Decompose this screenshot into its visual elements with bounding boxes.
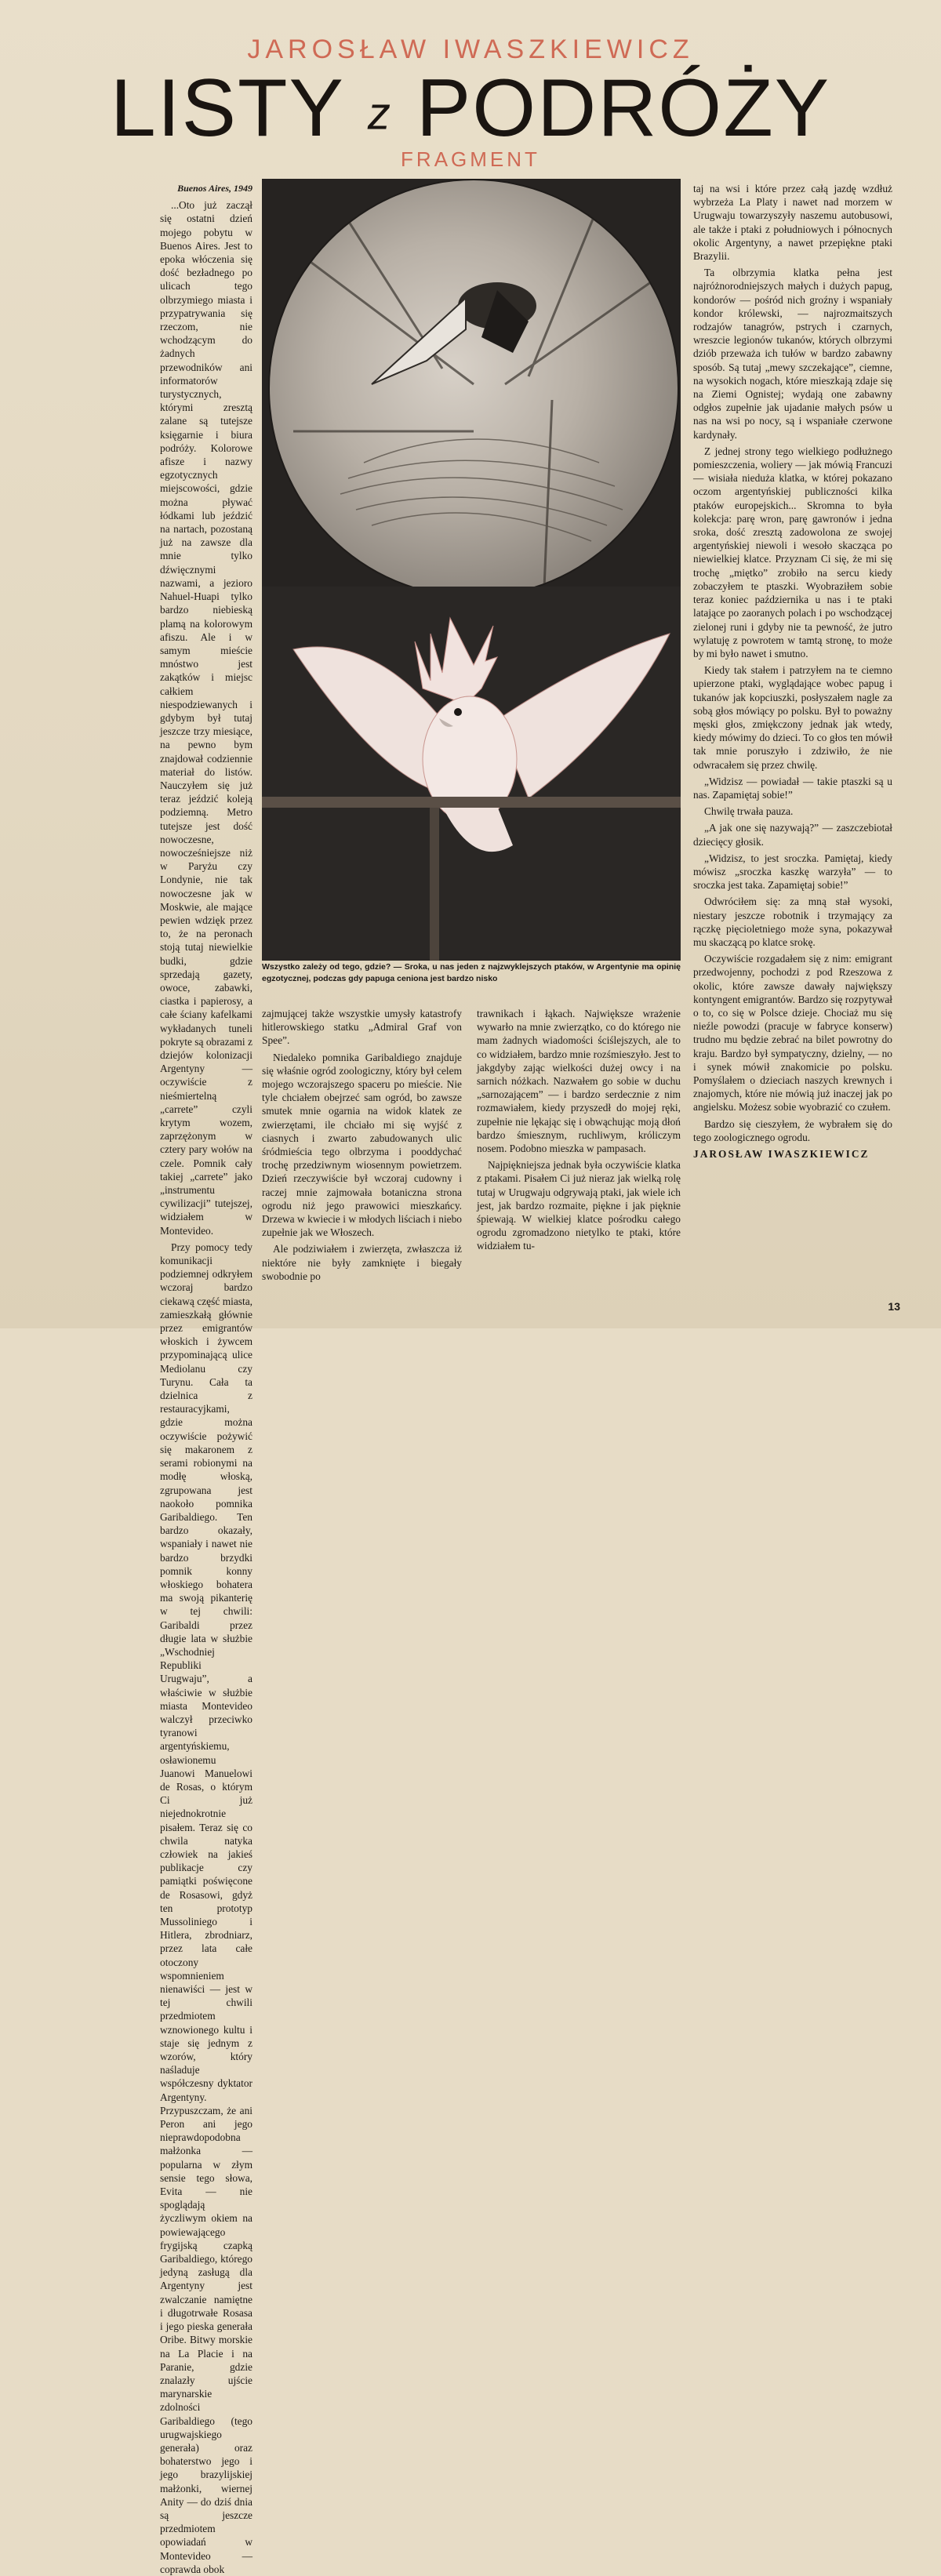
column-bottom-right	[477, 1007, 681, 1253]
column-left	[160, 182, 253, 2576]
paragraph: Odwróciłem się: za mną stał wysoki, niestary jeszcze robotnik i trzymający za rączkę pięcioletniego może syna, pokazywał mu skaczącą po klatce srokę.	[693, 896, 892, 948]
paragraph: taj na wsi i które przez całą jazdę wzdłuż wybrzeża La Platy i nawet nad morzem w Urugwaju towarzyszyły naszemu autobusowi, ale także i ptaki z południowych i północnych okolic Argentyny, a nawet przepiękne ptaki Brazylii.	[693, 183, 892, 263]
magpie-photo	[268, 179, 679, 598]
magpie-nest-image	[270, 180, 678, 596]
paragraph: Bardzo się cieszyłem, że wybrałem się do tego zoologicznego ogrodu.	[693, 1117, 892, 1143]
title-connector: z	[367, 88, 392, 140]
author-heading: JAROSŁAW IWASZKIEWICZ	[247, 35, 694, 64]
page-number: 13	[888, 1300, 900, 1313]
cockatoo-image	[262, 587, 681, 961]
paragraph: trawnikach i łąkach. Największe wrażenie wywarło na mnie zwierzątko, co do którego nie mam żadnych wiadomości ściślejszych, ale to co widziałem, bardzo mnie rozśmieszyło. Jest to jakgdyby zając wielkości dużej owcy i na sarnich nóżkach. Nazwałem go sobie w duchu „sarnozającem” — i bardzo serdecznie z nim rozmawiałem, kiedy przyszedł do mojej ręki, zupełnie nie lękając się i obwąchując moją dłoń bardzo śmiesznym, ruchliwym, króliczym nosem. Podobno mieszka w pampasach.	[477, 1008, 681, 1155]
paragraph: ...Oto już zaczął się ostatni dzień mojego pobytu w Buenos Aires. Jest to epoka włóczenia się dość bezładnego po ulicach tego olbrzymiego miasta i przypatrywania się rzeczom, nie wchodzącym do żadnych przewodników ani informatorów turystycznych, którymi zresztą zalane są tutejsze księgarnie i biura podróży. Kolorowe afisze i nazwy egzotycznych miejscowości, gdzie można pływać łódkami lub jeździć na nartach, pozostaną już na zawsze dla mnie tylko dźwięcznymi nazwami, a jezioro Nahuel-Huapi tylko bardzo niebieską plamą na kolorowym afiszu. Ale i w samym mieście mnóstwo jest zakątków i miejsc całkiem niespodziewanych i gdybym był tutaj jeszcze trzy miesiące, na pewno bym znajdował codziennie materiał do listów. Nauczyłem się już teraz jeździć koleją podziemną. Metro tutejsze jest dość nowoczesne, nowocześniejsze niż w Paryżu czy Londynie, nie tak nowoczesne jak w Moskwie, ale mające pewien wdzięk przez to, że na peronach stoją tutaj niewielkie budki, gdzie sprzedają gazety, owoce, zabawki, ciastka i papierosy, a całe ściany kafelkami wykładanych tuneli pokryte są obrazami z dziejów kolonizacji Argentyny — oczywiście z nieśmiertelną „carrete” czyli krytym wozem, zaprzężonym w cztery pary wołów na czele. Pomnik cały takiej „carrete” jako „instrumentu cywilizacji” tutejszej, widziałem w Montevideo.	[160, 199, 253, 1237]
photo-caption: Wszystko zależy od tego, gdzie? — Sroka, u nas jeden z najzwyklejszych ptaków, w Argentynie ma opinię egzotycznej, podczas gdy papuga ceniona jest bardzo nisko	[262, 962, 681, 983]
paragraph: Ale podziwiałem i zwierzęta, zwłaszcza iż niektóre nie były zamknięte i biegały swobodnie po	[262, 1243, 462, 1282]
article-title	[0, 63, 941, 155]
paragraph: zajmującej także wszystkie umysły katastrofy hitlerowskiego statku „Admiral Graf von Spee”.	[262, 1008, 462, 1047]
column-bottom-middle	[262, 1007, 462, 1283]
paragraph: Niedaleko pomnika Garibaldiego znajduje się właśnie ogród zoologiczny, który był celem mojego wczorajszego spaceru po mieście. Nie tyle chciałem obejrzeć sam ogród, bo zawsze smutek mnie ogarnia na widok klatek ze zwierzętami, ile chciało mi się wyjść z ciasnych i zwarto zabudowanych ulic śródmieścia tego olbrzyma i pooddychać trochę przedziwnym wiosennym powietrzem. Dzień rzeczywiście był wczoraj cudowny i raczej mnie zajmowała botaniczna strona ogrodu niż jego prawowici mieszkańcy. Drzewa w kwiecie i w młodych liściach i niebo zupełnie jak we Włoszech.	[262, 1051, 462, 1239]
paragraph: „Widzisz, to jest sroczka. Pamiętaj, kiedy mówisz „sroczka kaszkę warzyła” — to sroczka jest taka. Zapamiętaj sobie!”	[693, 852, 892, 892]
paragraph: Przy pomocy tedy komunikacji podziemnej odkryłem wczoraj bardzo ciekawą część miasta, zamieszkałą głównie przez emigrantów włoskich i żywcem przypominającą ulice Mediolanu czy Turynu. Cała ta dzielnica z restauracyjkami, gdzie można oczywiście pożywić się makaronem z serami robionymi na modłę włoską, zgrupowana jest naokoło pomnika Garibaldiego. Ten bardzo okazały, wspaniały i nawet nie bardzo brzydki pomnik konny włoskiego bohatera ma swoją pikanterię w tej chwili: Garibaldi przez długie lata w służbie „Wschodniej Republiki Urugwaju”, a właściwie w służbie miasta Montevideo walczył przeciwko tyranowi argentyńskiemu, osławionemu Juanowi Manuelowi de Rosas, o którym Ci już niejednokrotnie pisałem. Teraz się co chwila natyka człowiek na jakieś publikacje czy pamiątki poświęcone de Rosasowi, gdyż ten prototyp Mussoliniego i Hitlera, zbrodniarz, przez lata całe otoczony wspomnieniem nienawiści — jest w tej chwili przedmiotem wznowionego kultu i staje się jednym z wzorów, który naśladuje współczesny dyktator Argentyny. Przypuszczam, że ani Peron ani jego nieprawdopodobna małżonka — popularna w złym sensie tego słowa, Evita — nie spoglądają życzliwym okiem na powiewającego frygijską czapką Garibaldiego, którego jedyną zasługą dla Argentyny jest zwalczanie namiętne i długotrwałe Rosasa i jego pieska generała Oribe. Bitwy morskie na La Placie i na Paranie, gdzie znalazły ujście marynarskie zdolności Garibaldiego (tego urugwajskiego generała) oraz bohaterstwo jego i jego brazylijskiej małżonki, wiernej Anity — do dziś dnia są jeszcze przedmiotem opowiadań w Montevideo — coprawda obok	[160, 1241, 253, 2575]
paragraph: „A jak one się nazywają?” — zaszczebiotał dziecięcy głosik.	[693, 822, 892, 848]
paragraph: Chwilę trwała pauza.	[704, 805, 794, 818]
paragraph: Najpiękniejsza jednak była oczywiście klatka z ptakami. Pisałem Ci już nieraz jak wielką rolę tutaj w Urugwaju odgrywają ptaki, jak wiele ich jest, jak bardzo rozmaite, piękne i jak pięknie śpiewają. W wielkiej klatce pośrodku całego ogrodu zgromadzono nietylko te ptaki, które widziałem tu-	[477, 1159, 681, 1252]
column-right	[693, 182, 892, 1161]
article-subtitle: FRAGMENT	[401, 147, 540, 171]
title-part-1: LISTY	[110, 63, 344, 154]
paragraph: „Widzisz — powiadał — takie ptaszki są u nas. Zapamiętaj sobie!”	[693, 775, 892, 801]
paragraph: Z jednej strony tego wielkiego podłużnego pomieszczenia, woliery — jak mówią Francuzi — wisiała nieduża klatka, w której pokazano oczom argentyńskiej publiczności kilka ptaków europejskich... Skromna to była kolekcja: parę wron, parę gawronów i jedna sroka, dość zresztą zadowolona ze swojej argentyńskiej niewoli i wesoło skacząca po niewielkiej klatce. Przyznam Ci się, że mi się trochę „miętko” zrobiło na sercu kiedy zobaczyłem te ptaszki. Wyobraziłem sobie teraz koniec października u nas i te ptaki latające po zaoranych polach i po wschodzącej zielonej runi i gdyby nie ta pewność, że jutro wylatuję z powrotem w tamtą stronę, to może by mi było nawet i smutno.	[693, 445, 892, 659]
paragraph: Oczywiście rozgadałem się z nim: emigrant przedwojenny, pochodzi z pod Rzeszowa z okolic, które zawsze dawały największy kontyngent emigrantów. Bardzo się rozpytywał o to, co się w Polsce dzieje. Chociaż mu się nieźle powodzi (pracuje w fabryce konserw) trudno mu będzie zebrać na bilet powrotny do kraju. Bardzo był sympatyczny, dzielny, — no i synek mówił znakomicie po polsku. Pomyślałem o dzieciach naszych krewnych i znajomych, które nie mówią już inaczej jak po angielsku. Możesz sobie wyobrazić co czułem.	[693, 953, 892, 1114]
signature: JAROSŁAW IWASZKIEWICZ	[693, 1148, 870, 1161]
paragraph: Kiedy tak stałem i patrzyłem na te ciemno upierzone ptaki, wyglądające wobec papug i tukanów jak kopciuszki, posłyszałem nagle za sobą głos mówiący po polsku. Był to poważny męski głos, zmiękczony jednak jak wtedy, kiedy mówimy do dzieci. To co głos ten mówił tak mnie poruszyło i zdziwiło, że nie odwracałem się przez chwilę.	[693, 664, 892, 771]
title-part-2: PODRÓŻY	[416, 63, 831, 154]
dateline: Buenos Aires, 1949	[177, 183, 253, 194]
photo-panel	[262, 179, 681, 961]
paragraph: Ta olbrzymia klatka pełna jest najróżnorodniejszych małych i dużych papug, kondorów — pośród nich groźny i wspaniały kondor królewski, — najrozmaitszych rodzajów tanagrów, pstrych i czarnych, wreszcie legionów tukanów, których olbrzymi dziób przeważa ich tułów w bardzo zabawny sposób. Są tutaj „mewy szczekające”, ciemne, na wysokich nogach, które mieszkają zdaje się na Ziemi Ognistej; wydają one zabawny odgłos zupełnie jak ujadanie małych psów u nas na wsi po nocy, są i wspaniałe czerwone kardynały.	[693, 267, 892, 441]
